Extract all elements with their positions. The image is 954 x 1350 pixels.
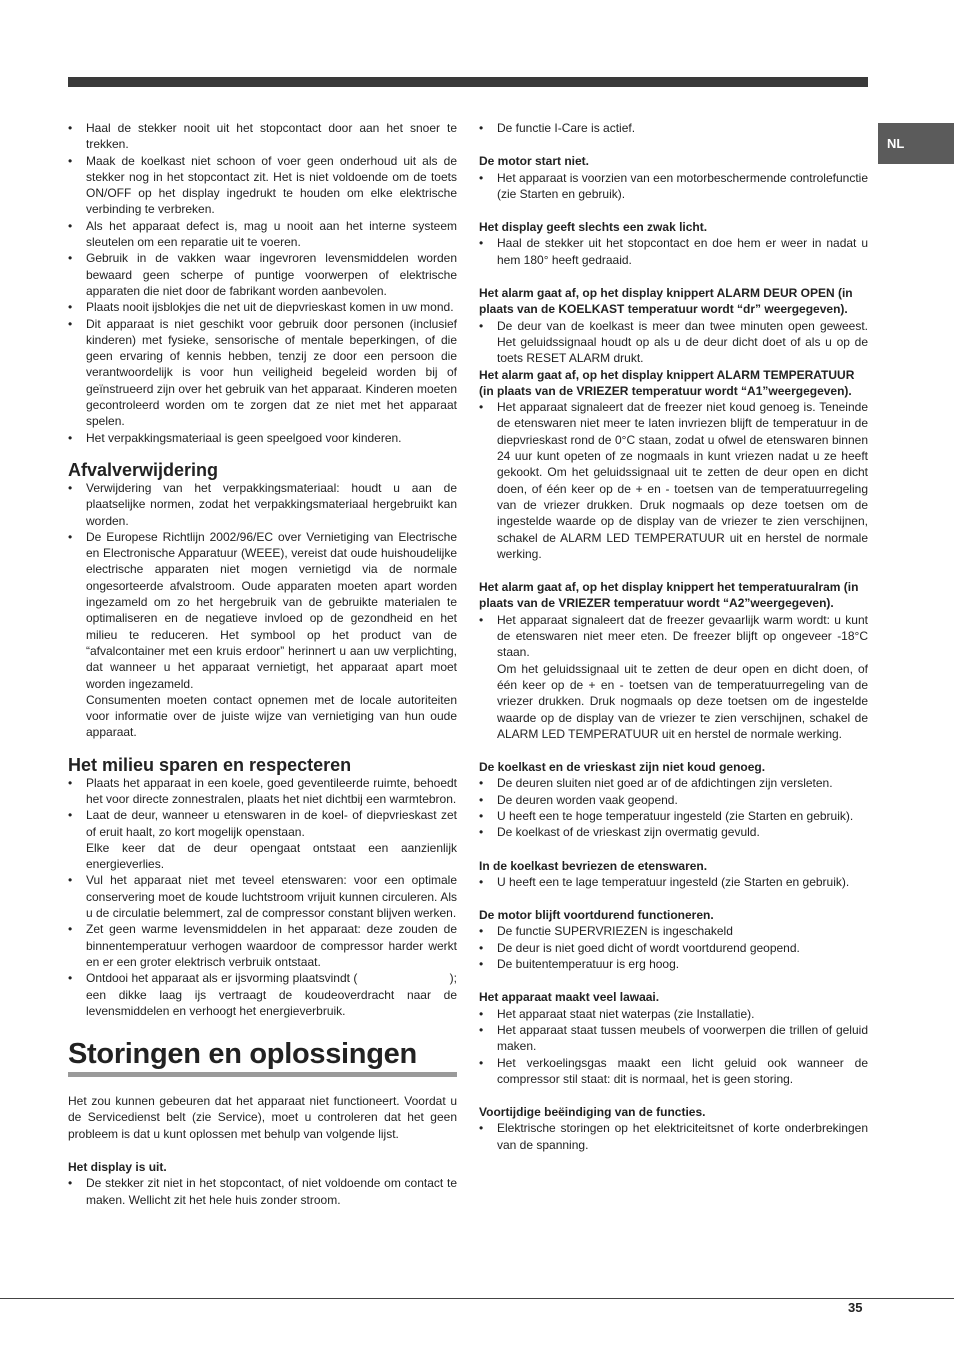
environment-list <box>68 775 461 1019</box>
list-item: • Elektrische storingen op het elektriciteitsnet of korte onderbrekingen van de spanning. <box>479 1120 868 1153</box>
list-item-continuation: Elke keer dat de deur opengaat ontstaat een aanzienlijk energieverlies. <box>86 840 457 872</box>
premature-end-list <box>479 1120 868 1153</box>
left-column <box>68 120 461 1208</box>
freeze-list <box>479 874 868 890</box>
trouble-intro: Het zou kunnen gebeuren dat het apparaat niet functioneert. Voordat u de Servicedienst belt (zie Service), moet u controleren dat het geen probleem is dat u kunt oplossen met behulp van volgende lijst. <box>68 1094 457 1141</box>
list-item-continuation: Om het geluidssignaal uit te zetten de deur open en dicht doen, of één keer op de + en - toetsen van de temperatuurregeling van de vriezer drukken. Druk nogmaals op deze toetsen om de ingestelde waarde op de display van de vriezer te zien verschijnen, schakel de ALARM LED TEMPERATUUR uit en herstel de normale werking. <box>497 661 868 741</box>
list-item: • De functie I-Care is actief. <box>479 120 868 136</box>
noise-list <box>479 1006 868 1087</box>
list-item: • Als het apparaat defect is, mag u nooit aan het interne systeem sleutelen om een reparatie uit te voeren. <box>68 218 457 251</box>
display-off-list <box>68 1175 457 1208</box>
list-item: • U heeft een te hoge temperatuur ingesteld (zie Starten en gebruik). <box>479 808 868 824</box>
list-item: • Ontdooi het apparaat als er ijsvorming plaatsvindt ( ); een dikke laag ijs vertraagt de koudeoverdracht naar de levensmiddelen en verhoogt het energieverbruik. <box>68 970 457 1019</box>
list-item: • De deuren sluiten niet goed ar of de afdichtingen zijn versleten. <box>479 775 868 791</box>
alarm-temp-list <box>479 399 868 562</box>
list-item-text: Laat de deur, wanneer u etenswaren in de koel- of diepvrieskast zet of eruit haalt, zo kort mogelijk openstaan. <box>86 808 457 839</box>
not-cold-heading: De koelkast en de vrieskast zijn niet koud genoeg. <box>479 760 766 775</box>
icare-list <box>479 120 868 136</box>
header-bar <box>68 77 868 87</box>
list-item: • De stekker zit niet in het stopcontact, of niet voldoende om contact te maken. Wellicht zit het hele huis zonder stroom. <box>68 1175 457 1208</box>
weak-light-heading: Het display geeft slechts een zwak licht. <box>479 220 708 235</box>
display-off-heading: Het display is uit. <box>68 1160 167 1175</box>
list-item: • Haal de stekker uit het stopcontact en doe hem er weer in nadat u hem 180° heeft gedraaid. <box>479 235 868 268</box>
disposal-continuation: Consumenten moeten contact opnemen met de locale autoriteiten voor informatie over de juiste wijze van vernietiging van hun oude apparaat. <box>86 692 457 740</box>
list-item: • Haal de stekker nooit uit het stopcontact door aan het snoer te trekken. <box>68 120 457 153</box>
list-item: • Vul het apparaat niet met teveel etenswaren: voor een optimale conservering moet de koude luchtstroom vrijuit kunnen circuleren. Als u de circulatie belemmert, zal de compressor constant blijven werken. <box>68 872 457 921</box>
list-item: • Het verpakkingsmateriaal is geen speelgoed voor kinderen. <box>68 430 457 446</box>
list-item: • De deuren worden vaak geopend. <box>479 792 868 808</box>
alarm-door-list <box>479 318 868 367</box>
page-title: Storingen en oplossingen <box>68 1038 417 1071</box>
list-item: • De koelkast of de vrieskast zijn overmatig gevuld. <box>479 824 868 840</box>
list-item: • Verwijdering van het verpakkingsmateriaal: houdt u aan de plaatselijke normen, zodat het verpakkingsmateriaal hergebruikt kan worden. <box>68 480 457 529</box>
list-item: • Het apparaat is voorzien van een motorbeschermende controlefunctie (zie Starten en gebruik). <box>479 170 868 203</box>
list-item: • Het apparaat staat niet waterpas (zie Installatie). <box>479 1006 868 1022</box>
list-item: • Plaats nooit ijsblokjes die net uit de diepvrieskast komen in uw mond. <box>68 299 457 315</box>
list-item-text: Het apparaat signaleert dat de freezer gevaarlijk warm wordt: u kunt de etenswaren niet meer eten. De freezer blijft op ongeveer -18°C staan. <box>497 612 868 660</box>
list-item: • Zet geen warme levensmiddelen in het apparaat: deze zouden de binnentemperatuur verhogen waardoor de compressor harder werkt en er een groter elektrisch verbruik ontstaat. <box>68 921 457 970</box>
safety-list <box>68 120 457 446</box>
premature-end-heading: Voortijdige beëindiging van de functies. <box>479 1105 706 1120</box>
list-item: • Het apparaat staat tussen meubels of voorwerpen die trillen of geluid maken. <box>479 1022 868 1055</box>
environment-heading: Het milieu sparen en respecteren <box>68 754 352 775</box>
list-item: • Gebruik in de vakken waar ingevroren levensmiddelen worden bewaard geen scherpe of puntige voorwerpen of elektrische apparaten die niet door de fabrikant worden aanbevolen. <box>68 250 457 299</box>
disposal-heading: Afvalverwijdering <box>68 459 219 480</box>
page-number: 35 <box>848 1300 863 1315</box>
list-item: • Het apparaat signaleert dat de freezer niet koud genoeg is. Teneinde de etenswaren niet meer te laten invriezen blijft de temperatuur in de diepvrieskast rond de 0°C staan, zodat u ofwel de etenswaren binnen 24 uur kunt opeten of ze nogmaals in kunt vriezen nadat u ze heeft gekookt. Om het geluidssignaal uit te zetten de deur open en dicht doen, of één keer op de + en - toetsen van de temperatuurregeling van de vriezer drukken. Druk nogmaals op deze toetsen om de ingestelde waarde op de display van de vriezer te zien verschijnen, schakel de ALARM LED TEMPERATUUR uit en herstel de normale werking. <box>479 399 868 562</box>
list-item: • Plaats het apparaat in een koele, goed geventileerde ruimte, behoedt het voor directe zonnestralen, plaats het niet dichtbij een warmtebron. <box>68 775 457 808</box>
freeze-heading: In de koelkast bevriezen de etenswaren. <box>479 858 708 873</box>
list-item: • De functie SUPERVRIEZEN is ingeschakeld <box>479 923 868 939</box>
list-item <box>479 612 868 742</box>
noise-heading: Het apparaat maakt veel lawaai. <box>479 990 660 1005</box>
footer-divider <box>0 1298 954 1299</box>
motor-continuous-heading: De motor blijft voortdurend functioneren. <box>479 908 714 923</box>
list-item: • Dit apparaat is niet geschikt voor gebruik door personen (inclusief kinderen) met fysieke, sensorische of mentale beperkingen, of die geen ervaring of kennis hebben, tenzij ze door een persoon die verantwoordelijk is voor hun veiligheid begeleid worden bij of geïnstrueerd zijn over het gebruik van het apparaat. Kinderen moeten gecontroleerd worden om te zorgen dat ze niet met het apparaat spelen. <box>68 316 457 430</box>
weak-light-list <box>479 235 868 268</box>
motor-list <box>479 170 868 203</box>
list-item: • U heeft een te lage temperatuur ingesteld (zie Starten en gebruik). <box>479 874 868 890</box>
alarm-door-heading: Het alarm gaat af, op het display knippert ALARM DEUR OPEN (in plaats van de KOELKAST temperatuur wordt “dr” weergegeven). <box>479 286 853 317</box>
list-item: • Maak de koelkast niet schoon of voer geen onderhoud uit als de stekker nog in het stopcontact zit. Het is niet voldoende om de toets ON/OFF op het display ingedrukt te houden om elke elektrische verbinding te verbreken. <box>68 153 457 218</box>
alarm-a2-list <box>479 612 868 742</box>
trouble-title-wrap <box>68 1037 457 1077</box>
list-item: • De deur is niet goed dicht of wordt voortdurend geopend. <box>479 940 868 956</box>
list-item: • De deur van de koelkast is meer dan twee minuten open geweest. Het geluidssignaal houdt op als u de deur dicht doet of als u op de toets RESET ALARM drukt. <box>479 318 868 367</box>
list-item <box>68 807 457 872</box>
list-item: • Het verkoelingsgas maakt een licht geluid ook wanneer de compressor stil staat: dit is normaal, het is geen storing. <box>479 1055 868 1088</box>
motor-heading: De motor start niet. <box>479 154 590 169</box>
alarm-temp-heading: Het alarm gaat af, op het display knippert ALARM TEMPERATUUR (in plaats van de VRIEZER temperatuur wordt “A1”weergegeven). <box>479 367 855 398</box>
disposal-list <box>68 480 457 692</box>
not-cold-list <box>479 775 868 840</box>
motor-continuous-list <box>479 923 868 972</box>
list-item: • De Europese Richtlijn 2002/96/EC over Vernietiging van Electrische en Electronische Apparatuur (WEEE), vereist dat oude huishoudelijke electrische apparaten niet mogen vernietigd via de normale ongesorteerde afvalstroom. Oude apparaten moeten apart worden ingezameld om zo het hergebruik van de gebruikte materialen te optimaliseren en de negatieve invloed op de gezondheid en het milieu te reduceren. Het symbool op het product van de “afvalcontainer met een kruis erdoor” herinnert u aan uw verplichting, dat wanneer u het apparaat vernietigt, het apparaat apart moet worden ingezameld. <box>68 529 457 692</box>
right-column <box>479 120 868 1153</box>
alarm-a2-heading: Het alarm gaat af, op het display knippert het temperatuuralram (in plaats van de VRIEZER temperatuur wordt “A2”weergegeven). <box>479 580 859 611</box>
language-tab: NL <box>878 123 954 164</box>
list-item: • De buitentemperatuur is erg hoog. <box>479 956 868 972</box>
